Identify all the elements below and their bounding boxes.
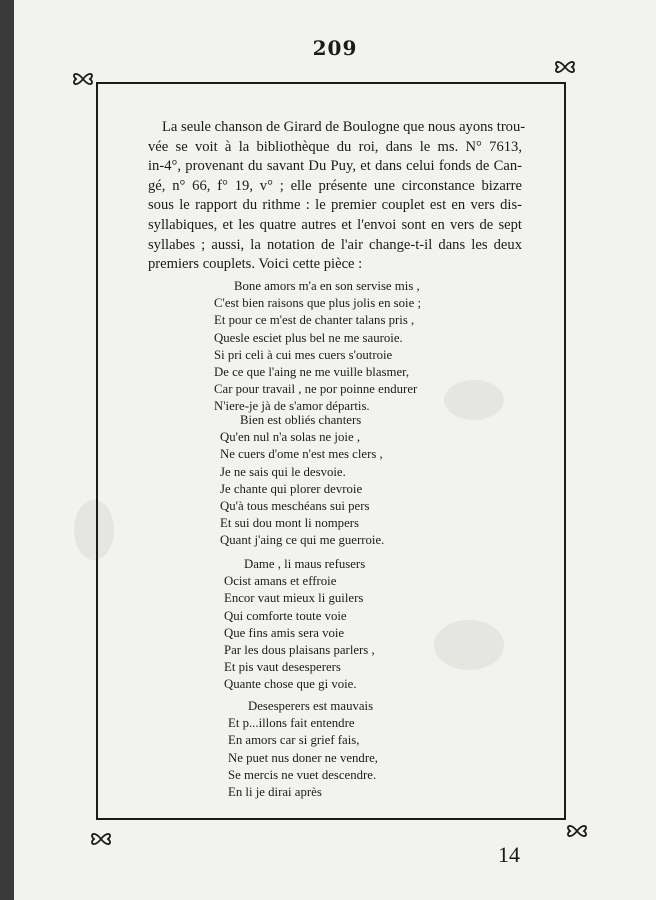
corner-ornament-icon	[564, 818, 590, 844]
verse-line: Si pri celi à cui mes cuers s'outroie	[214, 347, 393, 362]
verse-line: Par les dous plaisans parlers ,	[224, 643, 375, 658]
verse-line: Dame , li maus refusers	[244, 557, 366, 571]
book-page	[14, 0, 656, 900]
verse-line: Ocist amans et effroie	[224, 574, 337, 589]
verse-line: Desesperers est mauvais	[248, 699, 374, 713]
verse-line: N'iere-je jà de s'amor départis.	[214, 399, 370, 414]
poem-stanza-3	[224, 556, 375, 694]
verse-line: Quesle esciet plus bel ne me sauroie.	[214, 330, 403, 345]
printer-signature: 14	[498, 842, 520, 867]
paragraph-line: gé, n° 66, f° 19, v° ; elle présente une circonstance bizarre	[148, 177, 522, 194]
corner-ornament-icon	[552, 54, 578, 80]
verse-line: Se mercis ne vuet descendre.	[228, 767, 377, 782]
paragraph-line: La seule chanson de Girard de Boulogne que nous ayons trou-	[162, 119, 526, 135]
paragraph-line: premiers couplets. Voici cette pièce :	[148, 256, 363, 273]
corner-ornament-icon	[70, 66, 96, 92]
verse-line: Ne cuers d'ome n'est mes clers ,	[220, 447, 383, 462]
verse-line: Ne puet nus doner ne vendre,	[228, 750, 378, 765]
verse-line: Et sui dou mont li nompers	[220, 516, 359, 531]
verse-line: Qu'en nul n'a solas ne joie ,	[220, 430, 361, 445]
verse-line: Qui comforte toute voie	[224, 608, 347, 623]
paragraph-line: in-4°, provenant du savant Du Puy, et dans celui fonds de Can-	[148, 158, 522, 175]
page-number: 209	[312, 36, 358, 60]
verse-line: Qu'à tous meschéans sui pers	[220, 499, 370, 514]
verse-line: Quant j'aing ce qui me guerroie.	[220, 533, 385, 548]
poem-stanza-4	[228, 698, 378, 801]
verse-line: En li je dirai après	[228, 785, 322, 800]
paragraph-line: sous le rapport du rithme : le premier couplet est en vers dis-	[148, 197, 522, 214]
verse-line: Quante chose que gi voie.	[224, 677, 357, 692]
corner-ornament-icon	[88, 826, 114, 852]
paragraph-line: syllabiques, et les quatre autres et l'envoi sont en vers de sept	[148, 216, 522, 233]
verse-line: Et pour ce m'est de chanter talans pris ,	[214, 313, 415, 328]
poem-stanza-1	[214, 278, 421, 416]
verse-line: Je chante qui plorer devroie	[220, 481, 363, 496]
verse-line: En amors car si grief fais,	[228, 733, 360, 748]
poem-stanza-2	[220, 412, 384, 550]
verse-line: Car pour travail , ne por poinne endurer	[214, 382, 418, 397]
verse-line: Bien est obliés chanters	[240, 413, 362, 427]
verse-line: Que fins amis sera voie	[224, 625, 345, 640]
paragraph-line: syllabes ; aussi, la notation de l'air change-t-il dans les deux	[148, 236, 522, 253]
verse-line: Et pis vaut desesperers	[224, 660, 341, 675]
verse-line: Bone amors m'a en son servise mis ,	[234, 279, 420, 293]
intro-paragraph	[148, 118, 526, 275]
verse-line: Et p...illons fait entendre	[228, 716, 355, 731]
verse-line: C'est bien raisons que plus jolis en soie ;	[214, 296, 422, 311]
paragraph-line: vée se voit à la bibliothèque du roi, dans le ms. N° 7613,	[148, 138, 522, 155]
verse-line: Encor vaut mieux li guilers	[224, 591, 364, 606]
verse-line: De ce que l'aing ne me vuille blasmer,	[214, 365, 410, 380]
verse-line: Je ne sais qui le desvoie.	[220, 464, 346, 479]
